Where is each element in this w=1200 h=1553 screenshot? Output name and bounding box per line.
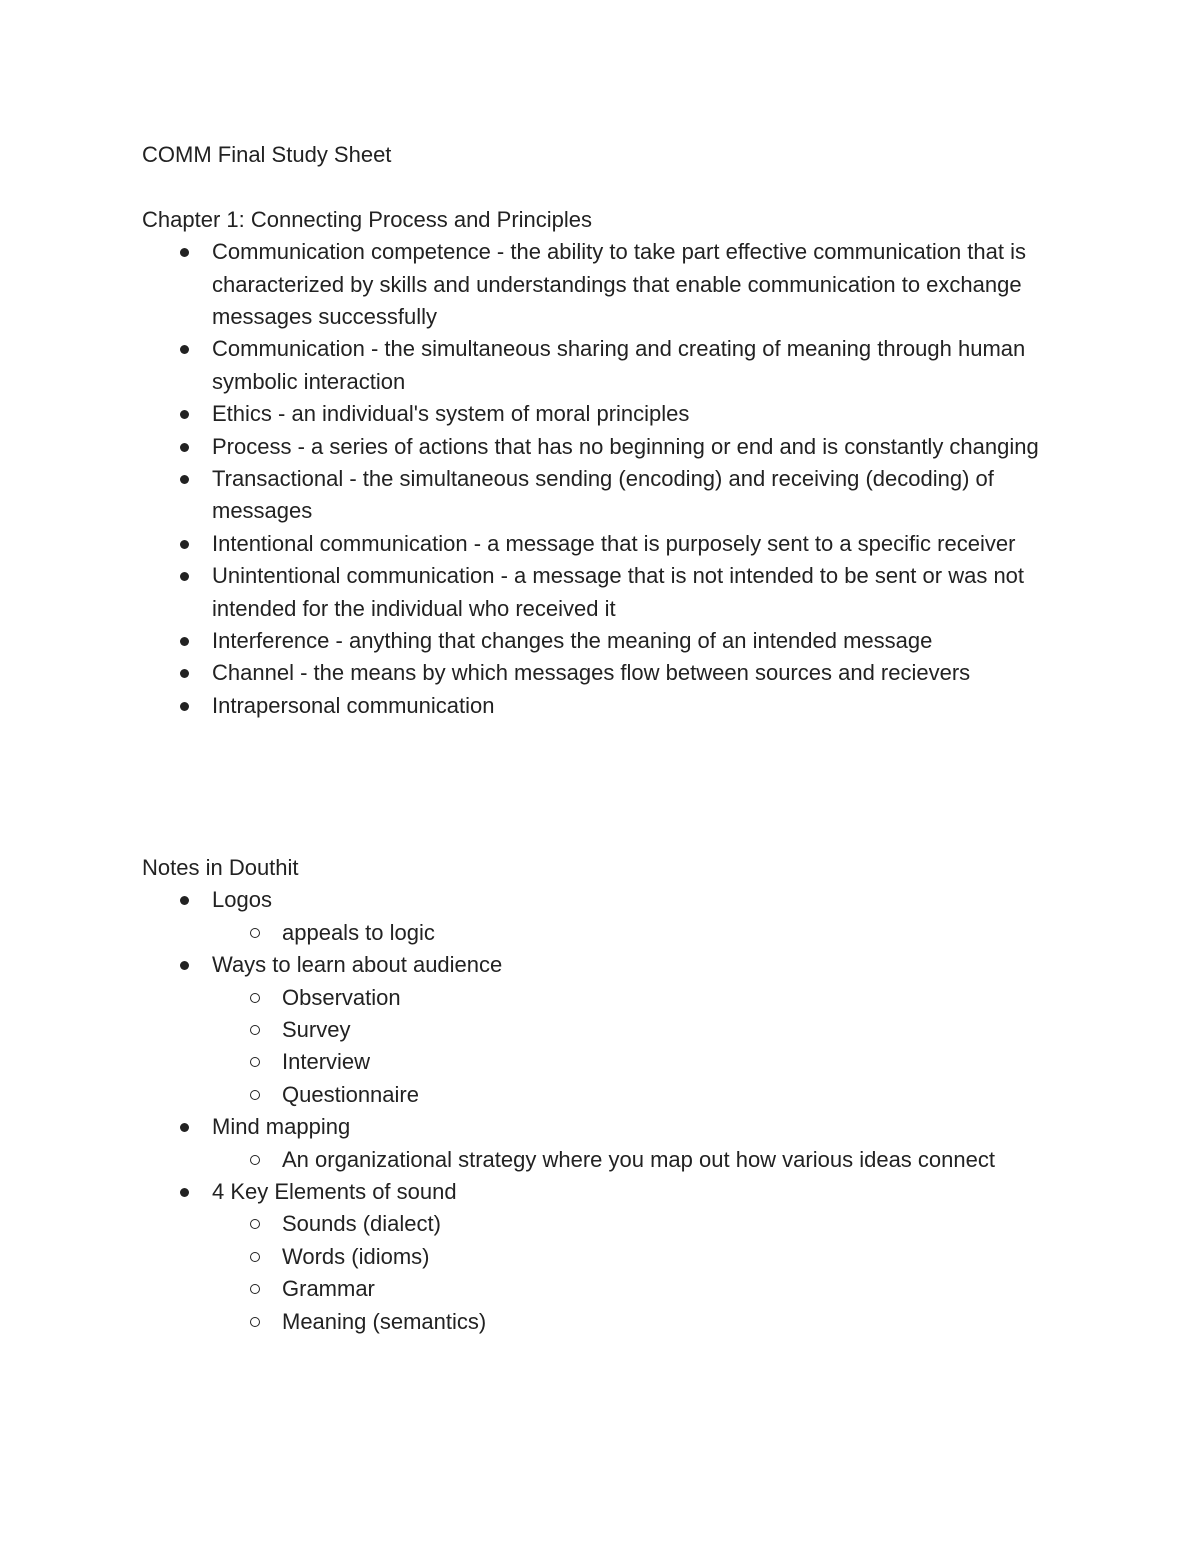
sub-list-item-text: appeals to logic: [282, 919, 435, 945]
sub-list: [212, 917, 1072, 949]
list-item: [142, 657, 1072, 689]
circle-bullet-icon: [250, 1155, 260, 1165]
sub-list-item: [142, 1241, 1072, 1273]
list-item: [142, 949, 1072, 1111]
list-item: [142, 1176, 1072, 1338]
sub-list-item: [142, 982, 1072, 1014]
list-item: [142, 690, 1072, 722]
circle-bullet-icon: [250, 1090, 260, 1100]
list-item-text: Ways to learn about audience: [212, 952, 503, 978]
circle-bullet-icon: [250, 1317, 260, 1327]
sub-list-item: [142, 1144, 1072, 1176]
bullet-icon: [180, 961, 189, 970]
sub-list-item: [142, 1208, 1072, 1240]
sub-list-item-text: An organizational strategy where you map out how various ideas connect: [282, 1146, 995, 1172]
list-item-text: Process - a series of actions that has no beginning or end and is constantly changing: [212, 433, 1039, 459]
list-item: [142, 625, 1072, 657]
bullet-icon: [180, 443, 189, 452]
chapter1-list: [142, 236, 1072, 722]
list-item: [142, 884, 1072, 949]
sub-list-item-text: Survey: [282, 1016, 351, 1042]
list-item-text: Channel - the means by which messages flow between sources and recievers: [212, 660, 971, 686]
list-item: [142, 333, 1072, 398]
list-item-text: Intrapersonal communication: [212, 692, 495, 718]
bullet-icon: [180, 540, 189, 549]
list-item: [142, 1111, 1072, 1176]
sub-list-item-text: Interview: [282, 1049, 371, 1075]
sub-list-item: [142, 1273, 1072, 1305]
spacer: [142, 722, 1072, 852]
list-item-text: Communication - the simultaneous sharing and creating of meaning through human symbolic interaction: [212, 336, 1026, 394]
circle-bullet-icon: [250, 1284, 260, 1294]
list-item: [142, 431, 1072, 463]
sub-list-item-text: Sounds (dialect): [282, 1211, 441, 1237]
sub-list-item-text: Meaning (semantics): [282, 1308, 487, 1334]
sub-list-item-text: Words (idioms): [282, 1243, 430, 1269]
sub-list-item: [142, 1306, 1072, 1338]
sub-list-item: [142, 1046, 1072, 1078]
sub-list: [212, 1144, 1072, 1176]
circle-bullet-icon: [250, 993, 260, 1003]
bullet-icon: [180, 896, 189, 905]
list-item-text: Communication competence - the ability to take part effective communication that is characterized by skills and understandings that enable communication to exchange messages successfully: [212, 239, 1026, 330]
sub-list-item: [142, 1014, 1072, 1046]
list-item-text: Logos: [212, 887, 272, 913]
bullet-icon: [180, 1123, 189, 1132]
circle-bullet-icon: [250, 1025, 260, 1035]
list-item: [142, 463, 1072, 528]
bullet-icon: [180, 1188, 189, 1197]
list-item-text: Intentional communication - a message that is purposely sent to a specific receiver: [212, 530, 1016, 556]
list-item-text: Mind mapping: [212, 1114, 351, 1140]
sub-list-item-text: Questionnaire: [282, 1081, 419, 1107]
bullet-icon: [180, 248, 189, 257]
bullet-icon: [180, 475, 189, 484]
bullet-icon: [180, 637, 189, 646]
bullet-icon: [180, 410, 189, 419]
circle-bullet-icon: [250, 928, 260, 938]
document-title: COMM Final Study Sheet: [142, 142, 392, 167]
list-item: [142, 398, 1072, 430]
document-page: [142, 139, 1072, 1338]
list-item: [142, 560, 1072, 625]
list-item-text: Transactional - the simultaneous sending (encoding) and receiving (decoding) of messages: [212, 466, 994, 524]
chapter1-heading: Chapter 1: Connecting Process and Principles: [142, 206, 593, 232]
list-item: [142, 528, 1072, 560]
bullet-icon: [180, 345, 189, 354]
list-item-text: Interference - anything that changes the meaning of an intended message: [212, 628, 933, 654]
sub-list: [212, 982, 1072, 1112]
spacer: [142, 171, 1072, 203]
sub-list-item: [142, 1079, 1072, 1111]
circle-bullet-icon: [250, 1252, 260, 1262]
sub-list-item: [142, 917, 1072, 949]
bullet-icon: [180, 702, 189, 711]
notes-heading: Notes in Douthit: [142, 854, 299, 880]
list-item-text: Ethics - an individual's system of moral principles: [212, 401, 690, 427]
circle-bullet-icon: [250, 1219, 260, 1229]
list-item-text: Unintentional communication - a message that is not intended to be sent or was not intended for the individual who received it: [212, 563, 1025, 621]
notes-list: [142, 884, 1072, 1338]
bullet-icon: [180, 572, 189, 581]
sub-list: [212, 1208, 1072, 1338]
list-item-text: 4 Key Elements of sound: [212, 1178, 457, 1204]
bullet-icon: [180, 669, 189, 678]
sub-list-item-text: Grammar: [282, 1276, 375, 1302]
circle-bullet-icon: [250, 1057, 260, 1067]
sub-list-item-text: Observation: [282, 984, 401, 1010]
list-item: [142, 236, 1072, 333]
